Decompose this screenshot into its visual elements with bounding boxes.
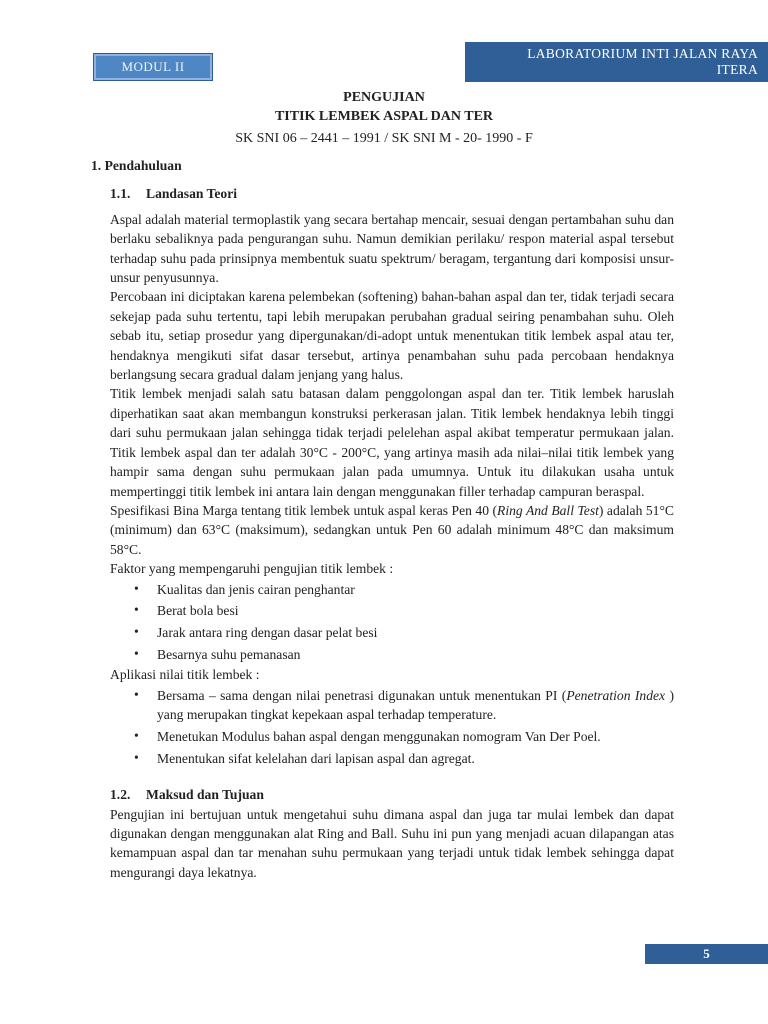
paragraph: Pengujian ini bertujuan untuk mengetahui suhu dimana aspal dan juga tar mulai lembek dan dapat digunakan dengan menggunakan alat Ring and Ball. Suhu ini pun yang menjadi acuan dilapangan atas kemampuan aspal dan tar menahan suhu permukaan yang terjadi untuk tidak lembek sehingga dapat mengurangi daya lekatnya.	[110, 806, 674, 880]
paragraph: Percobaan ini diciptakan karena pelembekan (softening) bahan-bahan aspal dan ter, tidak terjadi secara sekejap pada suhu tertentu, tapi lebih merupakan perubahan gradual seiring penambahan suhu. Oleh sebab itu, setiap prosedur yang dipergunakan/di-adopt untuk menentukan titik lembek aspal atau ter, hendaknya mengikuti sifat dasar tersebut, artinya penambahan suhu pada percobaan hendaknya berlangsung secara gradual dalam jenjang yang halus.	[110, 289, 674, 383]
standard-reference: SK SNI 06 – 2441 – 1991 / SK SNI M - 20- 1990 - F	[235, 131, 533, 146]
subsection-heading-maksud-tujuan	[110, 785, 674, 804]
section-heading-pendahuluan: 1. Pendahuluan	[91, 158, 182, 173]
text-run: Spesifikasi Bina Marga tentang titik lembek untuk aspal keras Pen 40 (	[110, 502, 498, 518]
page-number-value: 5	[703, 946, 710, 961]
bullet-icon: •	[134, 602, 139, 618]
factors-list	[110, 579, 674, 666]
list-item-text: Menetukan Modulus bahan aspal dengan menggunakan nomogram Van Der Poel.	[157, 728, 601, 744]
title-line2: TITIK LEMBEK ASPAL DAN TER	[274, 109, 494, 124]
document-body	[91, 152, 674, 882]
subsection-number: 1.2.	[110, 787, 131, 803]
text-run: ) adalah 51°C (minimum) dan 63°C (maksimum), sedangkan untuk Pen 60 adalah minimum 48°C dan maksimum 58°C.	[110, 502, 674, 557]
subsection-number: 1.1.	[110, 186, 131, 202]
modul-badge	[93, 53, 213, 81]
page-number	[645, 944, 768, 964]
factors-intro: Faktor yang mempengaruhi pengujian titik lembek :	[110, 561, 394, 577]
paragraph: Aspal adalah material termoplastik yang secara bertahap mencair, sesuai dengan pertambahan suhu dan berlaku sebaliknya pada pengurangan suhu. Namun demikian perilaku/ respon material aspal tersebut terhadap suhu pada prinsipnya membentuk suatu spektrum/ beragam, tergantung dari komposisi unsur-unsur penyusunnya.	[110, 211, 674, 286]
list-item-text: Besarnya suhu pemanasan	[157, 646, 301, 662]
bullet-icon: •	[134, 727, 139, 743]
list-item-text: Kualitas dan jenis cairan penghantar	[157, 581, 355, 597]
bullet-icon: •	[134, 749, 139, 765]
text-run: ) yang merupakan tingkat kepekaan aspal terhadap temperature.	[157, 687, 674, 723]
apps-intro: Aplikasi nilai titik lembek :	[110, 667, 260, 683]
list-item	[134, 644, 674, 666]
document-title	[110, 88, 658, 126]
list-item-text: Menentukan sifat kelelahan dari lapisan aspal dan agregat.	[157, 750, 475, 766]
list-item	[134, 726, 674, 748]
lab-header	[465, 42, 768, 82]
list-item	[134, 579, 674, 601]
italic-term: Penetration Index	[566, 687, 666, 703]
subsection-title: Maksud dan Tujuan	[146, 787, 264, 803]
list-item-text: Jarak antara ring dengan dasar pelat besi	[157, 624, 378, 640]
lab-name-line1: LABORATORIUM INTI JALAN RAYA	[527, 46, 758, 61]
title-line1: PENGUJIAN	[343, 90, 425, 105]
bullet-icon: •	[134, 686, 139, 702]
list-item-text: Berat bola besi	[157, 603, 239, 619]
subsection-heading-landasan-teori	[110, 184, 674, 203]
bullet-icon: •	[134, 623, 139, 639]
applications-list	[110, 685, 674, 770]
italic-term: Ring And Ball Test	[497, 502, 599, 518]
bullet-icon: •	[134, 645, 139, 661]
subsection-title: Landasan Teori	[146, 186, 238, 202]
list-item	[134, 622, 674, 644]
list-item	[134, 685, 674, 726]
bullet-icon: •	[134, 580, 139, 596]
spacer	[110, 769, 674, 783]
lab-name-line2: ITERA	[716, 62, 758, 77]
paragraph	[110, 501, 674, 559]
text-run: Bersama – sama dengan nilai penetrasi digunakan untuk menentukan PI (	[157, 687, 567, 703]
paragraph: Titik lembek menjadi salah satu batasan dalam penggolongan aspal dan ter. Titik lembek haruslah diperhatikan saat akan membangun konstruksi perkerasan jalan. Titik lembek hendaknya lebih tinggi dari suhu permukaan jalan sehingga tidak terjadi pelelehan aspal akibat temperatur permukaan jalan. Titik lembek aspal dan ter adalah 30°C - 200°C, yang artinya masih ada nilai–nilai titik lembek yang hampir sama dengan suhu permukaan jalan pada umumnya. Untuk itu dilakukan usaha untuk mempertinggi titik lembek ini antara lain dengan menggunakan filler terhadap campuran beraspal.	[110, 386, 674, 499]
modul-label: MODUL II	[121, 59, 185, 74]
list-item	[134, 600, 674, 622]
list-item	[134, 748, 674, 770]
